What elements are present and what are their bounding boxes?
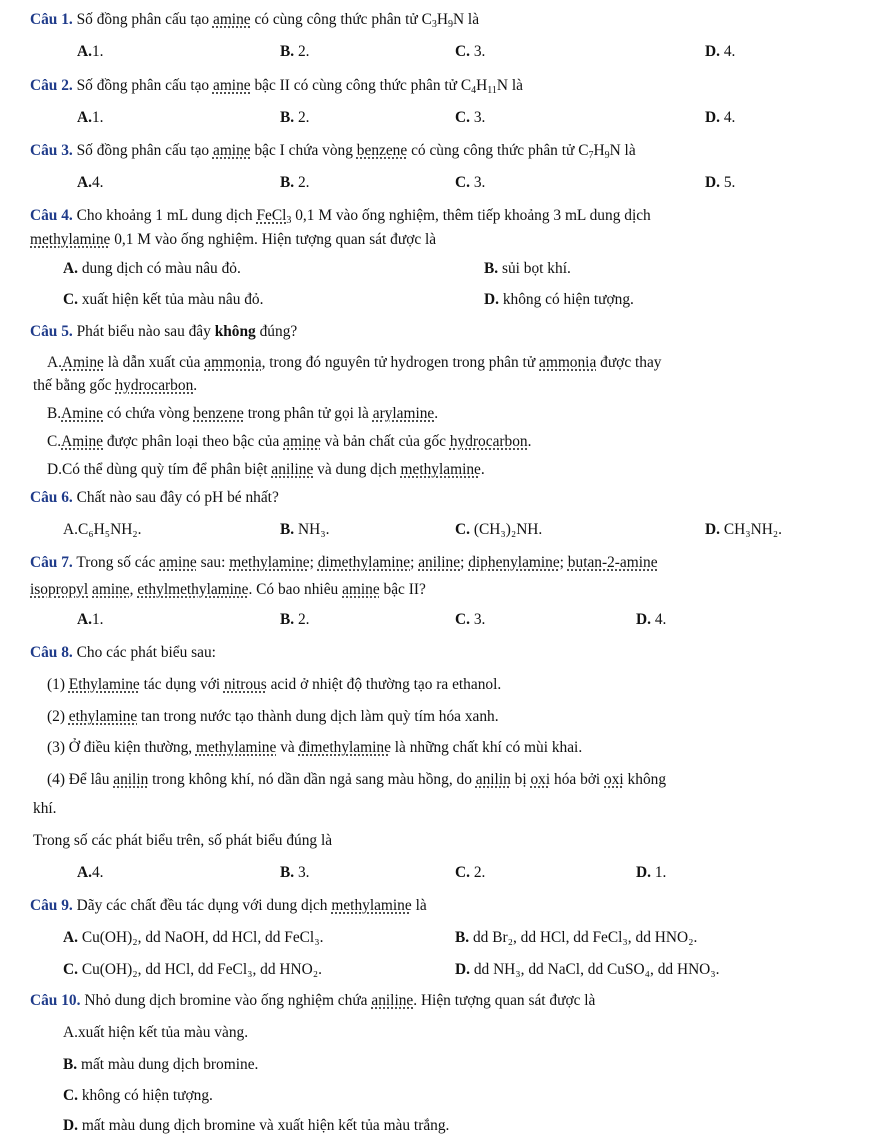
- option-b: B. dd Br₂, dd HCl, dd FeCl₃, dd HNO₂.: [455, 929, 698, 946]
- statement-c: C.Amine được phân loại theo bậc của amine và bản chất của gốc hydrocarbon.: [47, 433, 532, 450]
- option-d: D. 5.: [705, 174, 736, 191]
- question-8-conclusion: Trong số các phát biểu trên, số phát biểu đúng là: [33, 832, 333, 849]
- option-b: B. sủi bọt khí.: [484, 260, 571, 277]
- option-b: B. mất màu dung dịch bromine.: [63, 1056, 259, 1073]
- question-number: Câu 7.: [30, 554, 73, 571]
- statement-b: B.Amine có chứa vòng benzene trong phân tử gọi là arylamine.: [47, 405, 439, 422]
- option-d: D. 1.: [636, 864, 667, 881]
- option-d: D. CH₃NH₂.: [705, 521, 783, 538]
- statement-a: A.Amine là dẫn xuất của ammonia, trong đó nguyên tử hydrogen trong phân tử ammonia được thay: [47, 354, 662, 371]
- option-a: A.4.: [77, 174, 104, 191]
- option-b: B. 2.: [280, 611, 310, 628]
- question-number: Câu 8.: [30, 644, 73, 661]
- option-d: D. 4.: [636, 611, 667, 628]
- option-d: D. 4.: [705, 109, 736, 126]
- option-a: A. dung dịch có màu nâu đỏ.: [63, 260, 241, 277]
- statement-3: (3) Ở điều kiện thường, methylamine và đimethylamine là những chất khí có mùi khai.: [47, 739, 583, 756]
- option-c: C. 3.: [455, 109, 486, 126]
- option-d: D. mất màu dung dịch bromine và xuất hiện kết tủa màu trắng.: [63, 1117, 450, 1134]
- option-a: A.C₆H₅NH₂.: [63, 521, 142, 538]
- option-c: C. 3.: [455, 43, 486, 60]
- question-2: Câu 2. Số đồng phân cấu tạo amine bậc II có cùng công thức phân tử $C_4H_{11}N$ là: [30, 77, 523, 96]
- option-b: B. 2.: [280, 43, 310, 60]
- statement-a-line-2: thế bằng gốc hydrocarbon.: [33, 377, 198, 394]
- option-d: D. dd NH₃, dd NaCl, dd CuSO₄, dd HNO₃.: [455, 961, 720, 978]
- option-b: B. 3.: [280, 864, 310, 881]
- statement-4: (4) Để lâu anilin trong không khí, nó dần dần ngả sang màu hồng, do anilin bị oxi hóa bởi oxi không: [47, 771, 667, 788]
- question-1: Câu 1. Số đồng phân cấu tạo amine có cùng công thức phân tử $C_3H_9N$ là: [30, 11, 480, 30]
- question-10: Câu 10. Nhỏ dung dịch bromine vào ống nghiệm chứa aniline. Hiện tượng quan sát được là: [30, 992, 596, 1009]
- option-c: C. 3.: [455, 611, 486, 628]
- option-b: B. NH₃.: [280, 521, 330, 538]
- option-c: C. xuất hiện kết tủa màu nâu đỏ.: [63, 291, 264, 308]
- question-5: Câu 5. Phát biểu nào sau đây không đúng?: [30, 323, 298, 340]
- option-d: D. không có hiện tượng.: [484, 291, 634, 308]
- question-9: Câu 9. Dãy các chất đều tác dụng với dung dịch methylamine là: [30, 897, 427, 914]
- option-a: A. Cu(OH)₂, dd NaOH, dd HCl, dd FeCl₃.: [63, 929, 324, 946]
- option-c: C. Cu(OH)₂, dd HCl, dd FeCl₃, dd HNO₂.: [63, 961, 322, 978]
- statement-4-line-2: khí.: [33, 800, 57, 817]
- option-b: B. 2.: [280, 174, 310, 191]
- option-c: C. không có hiện tượng.: [63, 1087, 213, 1104]
- question-6: Câu 6. Chất nào sau đây có pH bé nhất?: [30, 489, 279, 506]
- question-number: Câu 10.: [30, 992, 81, 1009]
- statement-d: D.Có thể dùng quỳ tím để phân biệt aniline và dung dịch methylamine.: [47, 461, 485, 478]
- option-c: C. 2.: [455, 864, 486, 881]
- question-number: Câu 9.: [30, 897, 73, 914]
- question-number: Câu 2.: [30, 77, 73, 94]
- option-a: A.1.: [77, 611, 104, 628]
- statement-2: (2) ethylamine tan trong nước tạo thành dung dịch làm quỳ tím hóa xanh.: [47, 708, 499, 725]
- option-b: B. 2.: [280, 109, 310, 126]
- option-a: A.1.: [77, 109, 104, 126]
- statement-1: (1) Ethylamine tác dụng với nitrous acid ở nhiệt độ thường tạo ra ethanol.: [47, 676, 502, 693]
- option-a: A.4.: [77, 864, 104, 881]
- question-3: Câu 3. Số đồng phân cấu tạo amine bậc I chứa vòng benzene có cùng công thức phân tử $C_7H_9N$ là: [30, 142, 636, 161]
- option-a: A.xuất hiện kết tủa màu vàng.: [63, 1024, 249, 1041]
- option-a: A.1.: [77, 43, 104, 60]
- question-4: Câu 4. Cho khoảng 1 mL dung dịch FeCl$_3$ 0,1 M vào ống nghiệm, thêm tiếp khoảng 3 mL dung dịch: [30, 207, 651, 226]
- question-number: Câu 1.: [30, 11, 73, 28]
- option-c: C. (CH₃)₂NH.: [455, 521, 543, 538]
- option-c: C. 3.: [455, 174, 486, 191]
- question-number: Câu 3.: [30, 142, 73, 159]
- question-number: Câu 4.: [30, 207, 73, 224]
- option-d: D. 4.: [705, 43, 736, 60]
- question-number: Câu 5.: [30, 323, 73, 340]
- question-8: Câu 8. Cho các phát biểu sau:: [30, 644, 216, 661]
- question-7: Câu 7. Trong số các amine sau: methylamine; dimethylamine; aniline; diphenylamine; butan-2-amine: [30, 554, 658, 571]
- question-4-line-2: methylamine 0,1 M vào ống nghiệm. Hiện tượng quan sát được là: [30, 231, 437, 248]
- question-7-line-2: isopropyl amine, ethylmethylamine. Có bao nhiêu amine bậc II?: [30, 581, 426, 598]
- question-number: Câu 6.: [30, 489, 73, 506]
